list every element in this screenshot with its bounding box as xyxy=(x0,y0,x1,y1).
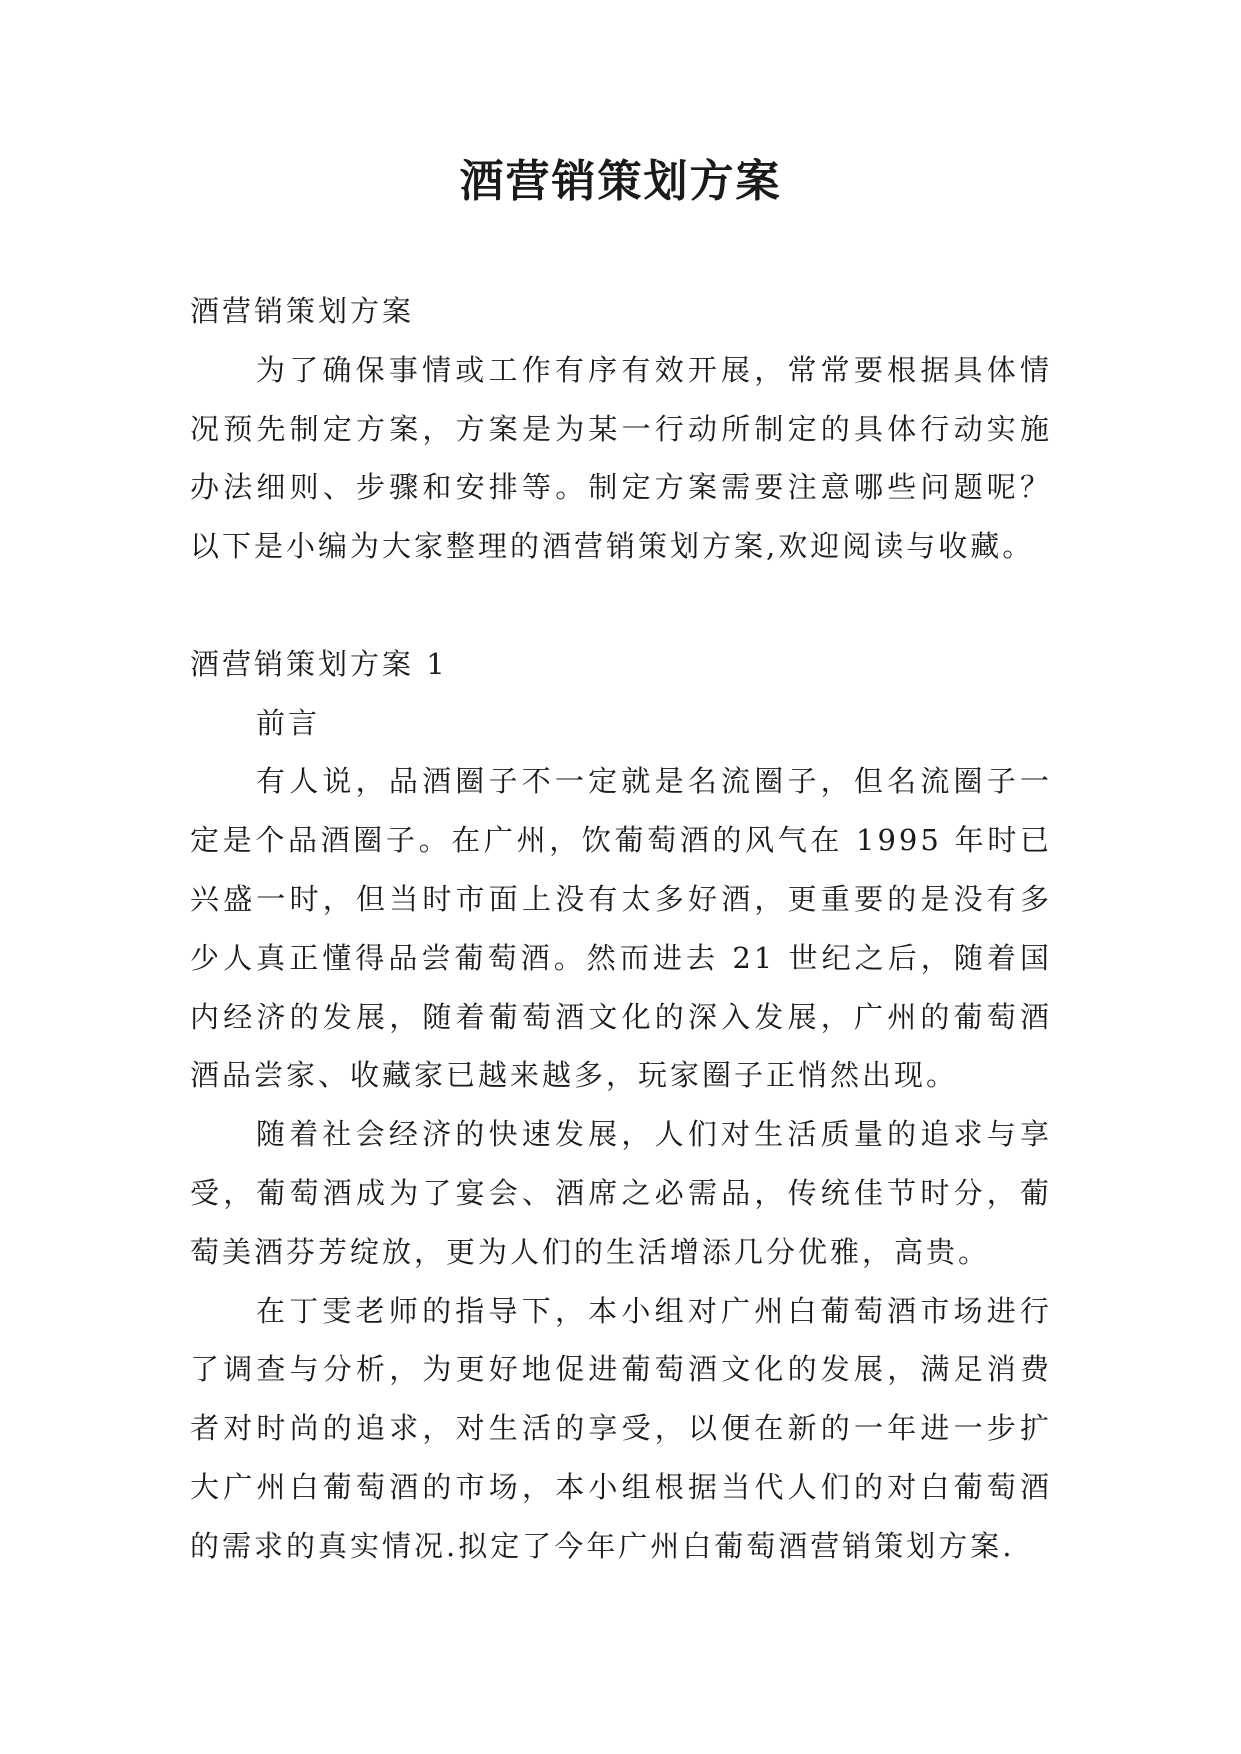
subtitle-line: 酒营销策划方案 xyxy=(190,294,415,328)
document-body xyxy=(190,282,1052,1576)
intro-paragraph: 为了确保事情或工作有序有效开展，常常要根据具体情况预先制定方案，方案是为某一行动所制定的具体行动实施办法细则、步骤和安排等。制定方案需要注意哪些问题呢？以下是小编为大家整理的酒营销策划方案,欢迎阅读与收藏。 xyxy=(190,352,1052,564)
section-heading: 酒营销策划方案 1 xyxy=(190,646,448,681)
document-title: 酒营销策划方案 xyxy=(459,156,782,207)
body-paragraph: 有人说，品酒圈子不一定就是名流圈子，但名流圈子一定是个品酒圈子。在广州，饮葡萄酒的风气在 1995 年时已兴盛一时，但当时市面上没有太多好酒，更重要的是没有多少人真正懂得品尝葡萄酒。然而进去 21 世纪之后，随着国内经济的发展，随着葡萄酒文化的深入发展，广州的葡萄酒酒品尝家、收藏家已越来越多，玩家圈子正悄然出现。 xyxy=(190,764,1052,1093)
body-paragraph: 在丁雯老师的指导下，本小组对广州白葡萄酒市场进行了调查与分析，为更好地促进葡萄酒文化的发展，满足消费者对时尚的追求，对生活的享受，以便在新的一年进一步扩大广州白葡萄酒的市场，本小组根据当代人们的对白葡萄酒的需求的真实情况.拟定了今年广州白葡萄酒营销策划方案. xyxy=(190,1293,1052,1563)
blank-line xyxy=(190,576,1052,635)
body-paragraph: 随着社会经济的快速发展，人们对生活质量的追求与享受，葡萄酒成为了宴会、酒席之必需品，传统佳节时分，葡萄美酒芬芳绽放，更为人们的生活增添几分优雅，高贵。 xyxy=(190,1117,1052,1269)
preface-label: 前言 xyxy=(256,705,321,740)
